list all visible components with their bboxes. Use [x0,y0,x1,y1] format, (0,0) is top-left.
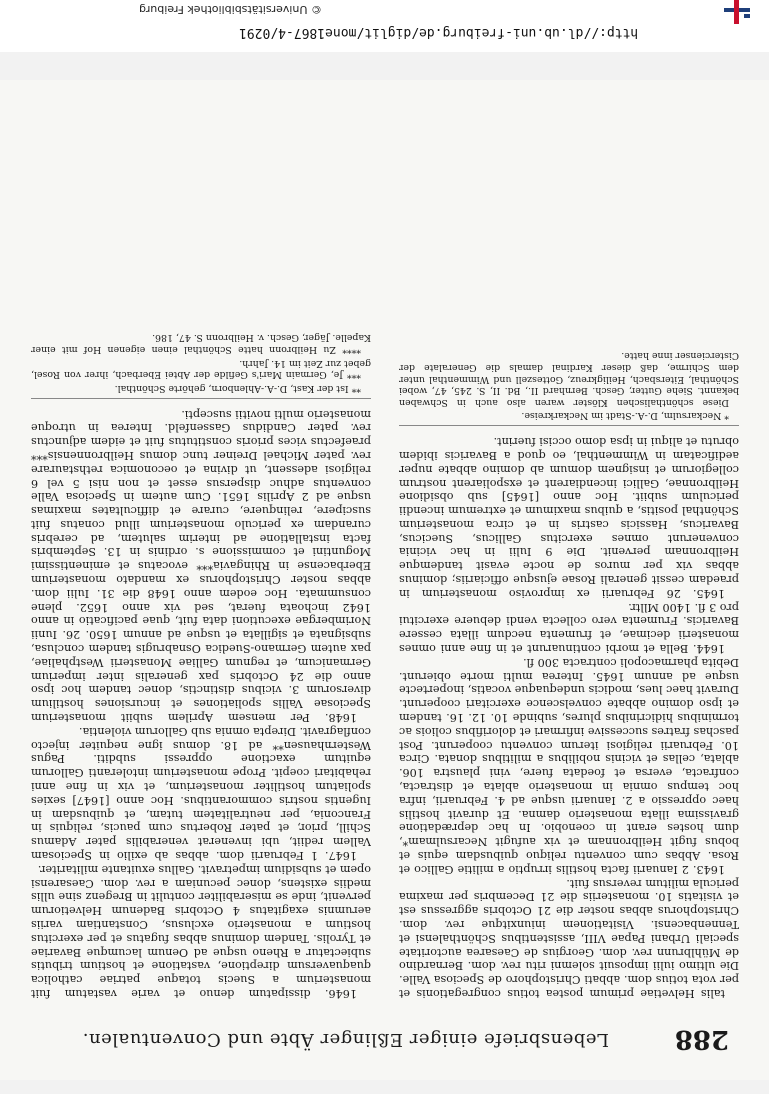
paragraph: 1643. 2 Ianuarii facta hostilis irruptio a militie Gallico et Rosa. Abbas cum conventu reliquo quibusdam equis et bobus fugit Heilbronnam et vix aufugit Necarsulmam*, dum hostes erant in coenobio. In hac deprædatione gravissima illata monasterio damna. Et duravit hostilis haec oppressio a 2. Ianuarii usque ad 4. Februarii, infra hoc tempus omnia in monasterio ablata et distracta, confracta, eversa et foedata fuere, vini plaustra 106. ablata, cellas et vicinis nobilibus a militibus donata. Circa 10. Februarii religiosi iterum conventu cooperunt. Post paschas fratres successive infirmari et dolorifibus coliois ac torminibus hidicrinibus plures, subinde 10. 12. 16. tandem et ipso domino abbate convelscence exercitari cooperunt. Duravit haec lues, modicis undequaque vocatis, inopertecte usque ad annum 1645. Interea multi morte obierunt. Debita pharmacopoli contracta 300 fl. [399,655,739,876]
scanned-page [0,80,769,1080]
scanned-page-area [0,80,769,1080]
page-header [29,1014,729,1054]
footnote: *** Je, Germain Mari's Gefilde der Abtei Eberbach, ihrer von Rosel, gebet zur Zeit im 14. Jahrh. [31,357,371,381]
paragraph: 1647. 1 Februarii dom. abbas ab exilio in Speciosam Vallem rediit, ubi invenerat venerabilis pater Adamus Schill, prior, et pater Robertus cum paucis, reliquis in Franconia, per neutralitatem tutam, et quibusdam in Iugentis nostris commorantibus. Hoc anno [1647] sexies spoliatum hostiliter monasterium, et vix in fine anni rehabitari coepit. Prope monasterium intoleranti Gallorum equitum exactione oppressi subditi. Pagus Westernhausen** ad 18. domus igne nequiter injecto conflagravit. Direpta omnia sub Gallorum violentia. [31,724,371,863]
paragraph: 1645. 26 Februarii ex improviso monasterium in praedam cessit generali Rosae ejusque officiariis; dominus abbas vix per muros de nocte evasit tandemque Heilbronnam pervenit. Die 9 Iulii in hac vicinia convenerunt omnes exercitus Gallicus, Suecicus, Bavaricus, Hassicis castris in et circa monasterium Schönthal positis, a quibus maximum et extremum incendii periculum subiit. Hoc anno [1645] sub obsidione Heilbronnae, Gallici incendiarent et exspoliarent nostrum collegiorum et insignem domum ab domino abbate nuper aedificatam in Wimmenthal, eo quod a Bavaricis ibidem obrutu et aliqui in ipsa domo occisi fuerint. [399,435,739,600]
viewer-header [0,0,769,52]
paragraph: 1644. Bella et morbi continuarunt et in fine anni omnes monasterii decimae, et frumenta necdum illata cessere Bavaricis. Frumenta vero collecta vendi debuere exercitui pro 3 fl. 1400 Mlltr. [399,600,739,656]
footnote: ** Ist der Kast, D.-A.-Ahlenborn, gehörte Schönthal. [114,382,361,394]
paragraph: talis Helvetiae primum postea totius congregationis et per vota totius dom. abbati Christophoro de Speciosa Valle. Die ultimo iulii imposuit solemni ritu rev. dom. Bernardino de Mühlbrunn rev. dom. Georgius de Caesarea auctoritate speciali Urbani Papae VIII, assistentibus Schönthalensi et Tennenbacensi. Visitationem iniunxitque rev. dom. Christophorus abbas noster die 21 Octobris aggressus est et visitatis 10. monasteriis die 21 Decembris per maxima pericula militum reversus fuit. [399,876,739,1000]
footnote: **** Zu Heilbronn hatte Schönthal einen eigenen Hof mit einer Kapelle. Jäger, Gesch. v. Heilbronn S. 47, 186. [31,332,371,355]
running-title: Lebensbriefe einiger Eßlinger Äbte und Conventualen. [82,1029,609,1050]
paragraph: 1646. dissipatum denuo et varie vastatum fuit monasterium a Suecis totaque patriae catholica quaquaversum direptione, vastatione et hostium tributis subiectatur a Rheno usque ad Oenum lacumque Bavariae et Tyrolis. Tandem dominus abbas fugatus et per exercitus hostium a monasterio exclusus, Constantiam variis aerumnis exagitatus 4 Octobris Badenum Helvetiorum pervenit, inde se miserabiliter contulit in Bregenz sine ullis mediis existens, donec pecuniam a rev. dom. Caesarensi opem et subsidium impetravit. Gallus exuitante militariter. [31,862,371,1000]
footnote: * Neckarsulm, D.-A.-Stadt im Neckarkreise. [521,410,729,422]
footnotes-right [31,332,371,399]
paragraph: 1648. Per mensem Aprilem subiit monasterium Speciosae Vallis spoliationes et incursiones hostilium diversorum 3. vicibus distinctis, donec tandem hoc ipso anno die 24 Octobris pax generalis inter imperium Germanicum, et regnum Galliae Monasterii Westphaliae, pax autem Germano-Suedica Osnabrugis tandem conclusa, subsignata et sigillata et usque ad annum 1650. 26. Iunii Norimbergae executioni data fuit, quae pacificatio in anno 1642 inchoata fuerat, sed vix anno 1652. plene consummata. Hoc eodem anno 1648 die 31. Iulii dom. abbas noster Christophorus ex mandato monasterium Eberbacense in Rhingavia*** evocatus et eminentissimi Moguntini et commissione s. ordinis in 13. Septembris facta installatione ad interim salutem, ad cerebris curandam ex periculo monasterium illud conatus fuit suscipere, relinquere, curare et difficultates maximas usque ad 2 Aprilis 1651. Cum autem in Speciosa Valle conventus adhuc dispersus esset et non nisi 5 vel 6 religiosi adessent, ut divina et oeconomica rethstaurare rev. pater Michael Dreiner tunc domus Heilbronnensis*** praefectus vices prioris constitutus fuit et eidem adjunctus rev. pater Candidus Gassenfeld. Interea in utroque monasterio multi novitii suscepti. [31,407,371,725]
page-number: 288 [674,1024,729,1054]
text-column-right [31,120,371,1000]
permalink-url[interactable]: http://dl.ub.uni-freiburg.de/diglit/mone1867-4/0291 [239,25,639,40]
copyright-notice: © Universitätsbibliothek Freiburg [139,3,322,16]
footnote: Diese schönthalischen Klöster waren also auch in Schwaben bekannt. Siehe Gutter, Gesch. Bernhard II., Bd. II, S. 245, 47, wobei Schönthal, Eitersbach, Heiligkreuz, Gotteszell und Wimmenthal unter dem Schirme, daß dieser Kardinal damals die Generalate der Cistercienser inne hatte. [399,350,739,408]
text-column-left [399,120,739,1000]
footnotes-left [399,350,739,427]
